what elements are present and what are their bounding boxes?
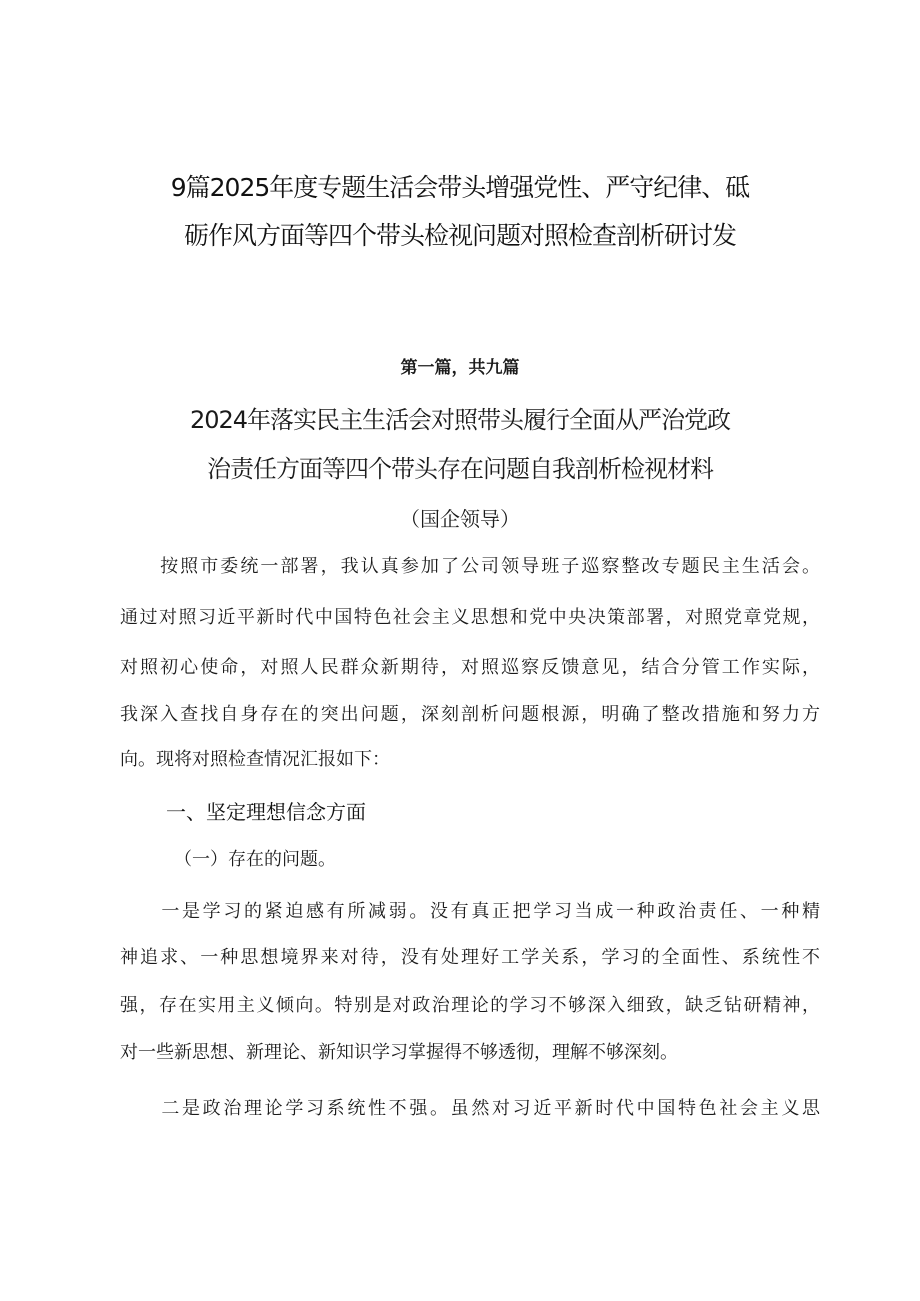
author-role-note: （国企领导） [400, 507, 520, 531]
section-heading: 一、坚定理想信念方面 [166, 800, 366, 824]
intro-paragraph-line: 向。现将对照检查情况汇报如下： [120, 749, 390, 770]
subsection-heading: （一）存在的问题。 [174, 849, 336, 870]
document-title-line-2: 砺作风方面等四个带头检视问题对照检查剖析研讨发 [183, 221, 736, 250]
problem-paragraph-line: 一是学习的紧迫感有所减弱。没有真正把学习当成一种政治责任、一种精 [120, 901, 820, 922]
problem-paragraph-line: 二是政治理论学习系统性不强。虽然对习近平新时代中国特色社会主义思 [120, 1098, 820, 1119]
intro-paragraph-line: 通过对照习近平新时代中国特色社会主义思想和党中央决策部署，对照党章党规， [120, 607, 820, 628]
problem-paragraph-line: 强，存在实用主义倾向。特别是对政治理论的学习不够深入细致，缺乏钻研精神， [120, 995, 820, 1016]
intro-paragraph-line: 按照市委统一部署，我认真参加了公司领导班子巡察整改专题民主生活会。 [120, 556, 820, 577]
part-label: 第一篇，共九篇 [400, 358, 520, 378]
article-title-line-2: 治责任方面等四个带头存在问题自我剖析检视材料 [207, 455, 713, 483]
article-title-line-1: 2024年落实民主生活会对照带头履行全面从严治党政 [189, 406, 731, 434]
intro-paragraph-line: 对照初心使命，对照人民群众新期待，对照巡察反馈意见，结合分管工作实际， [120, 657, 820, 678]
problem-paragraph-line: 神追求、一种思想境界来对待，没有处理好工学关系，学习的全面性、系统性不 [120, 947, 820, 968]
intro-paragraph-line: 我深入查找自身存在的突出问题，深刻剖析问题根源，明确了整改措施和努力方 [120, 704, 820, 725]
problem-paragraph-line: 对一些新思想、新理论、新知识学习掌握得不够透彻，理解不够深刻。 [120, 1042, 678, 1063]
document-title-line-1: 9篇2025年度专题生活会带头增强党性、严守纪律、砥 [170, 173, 750, 202]
